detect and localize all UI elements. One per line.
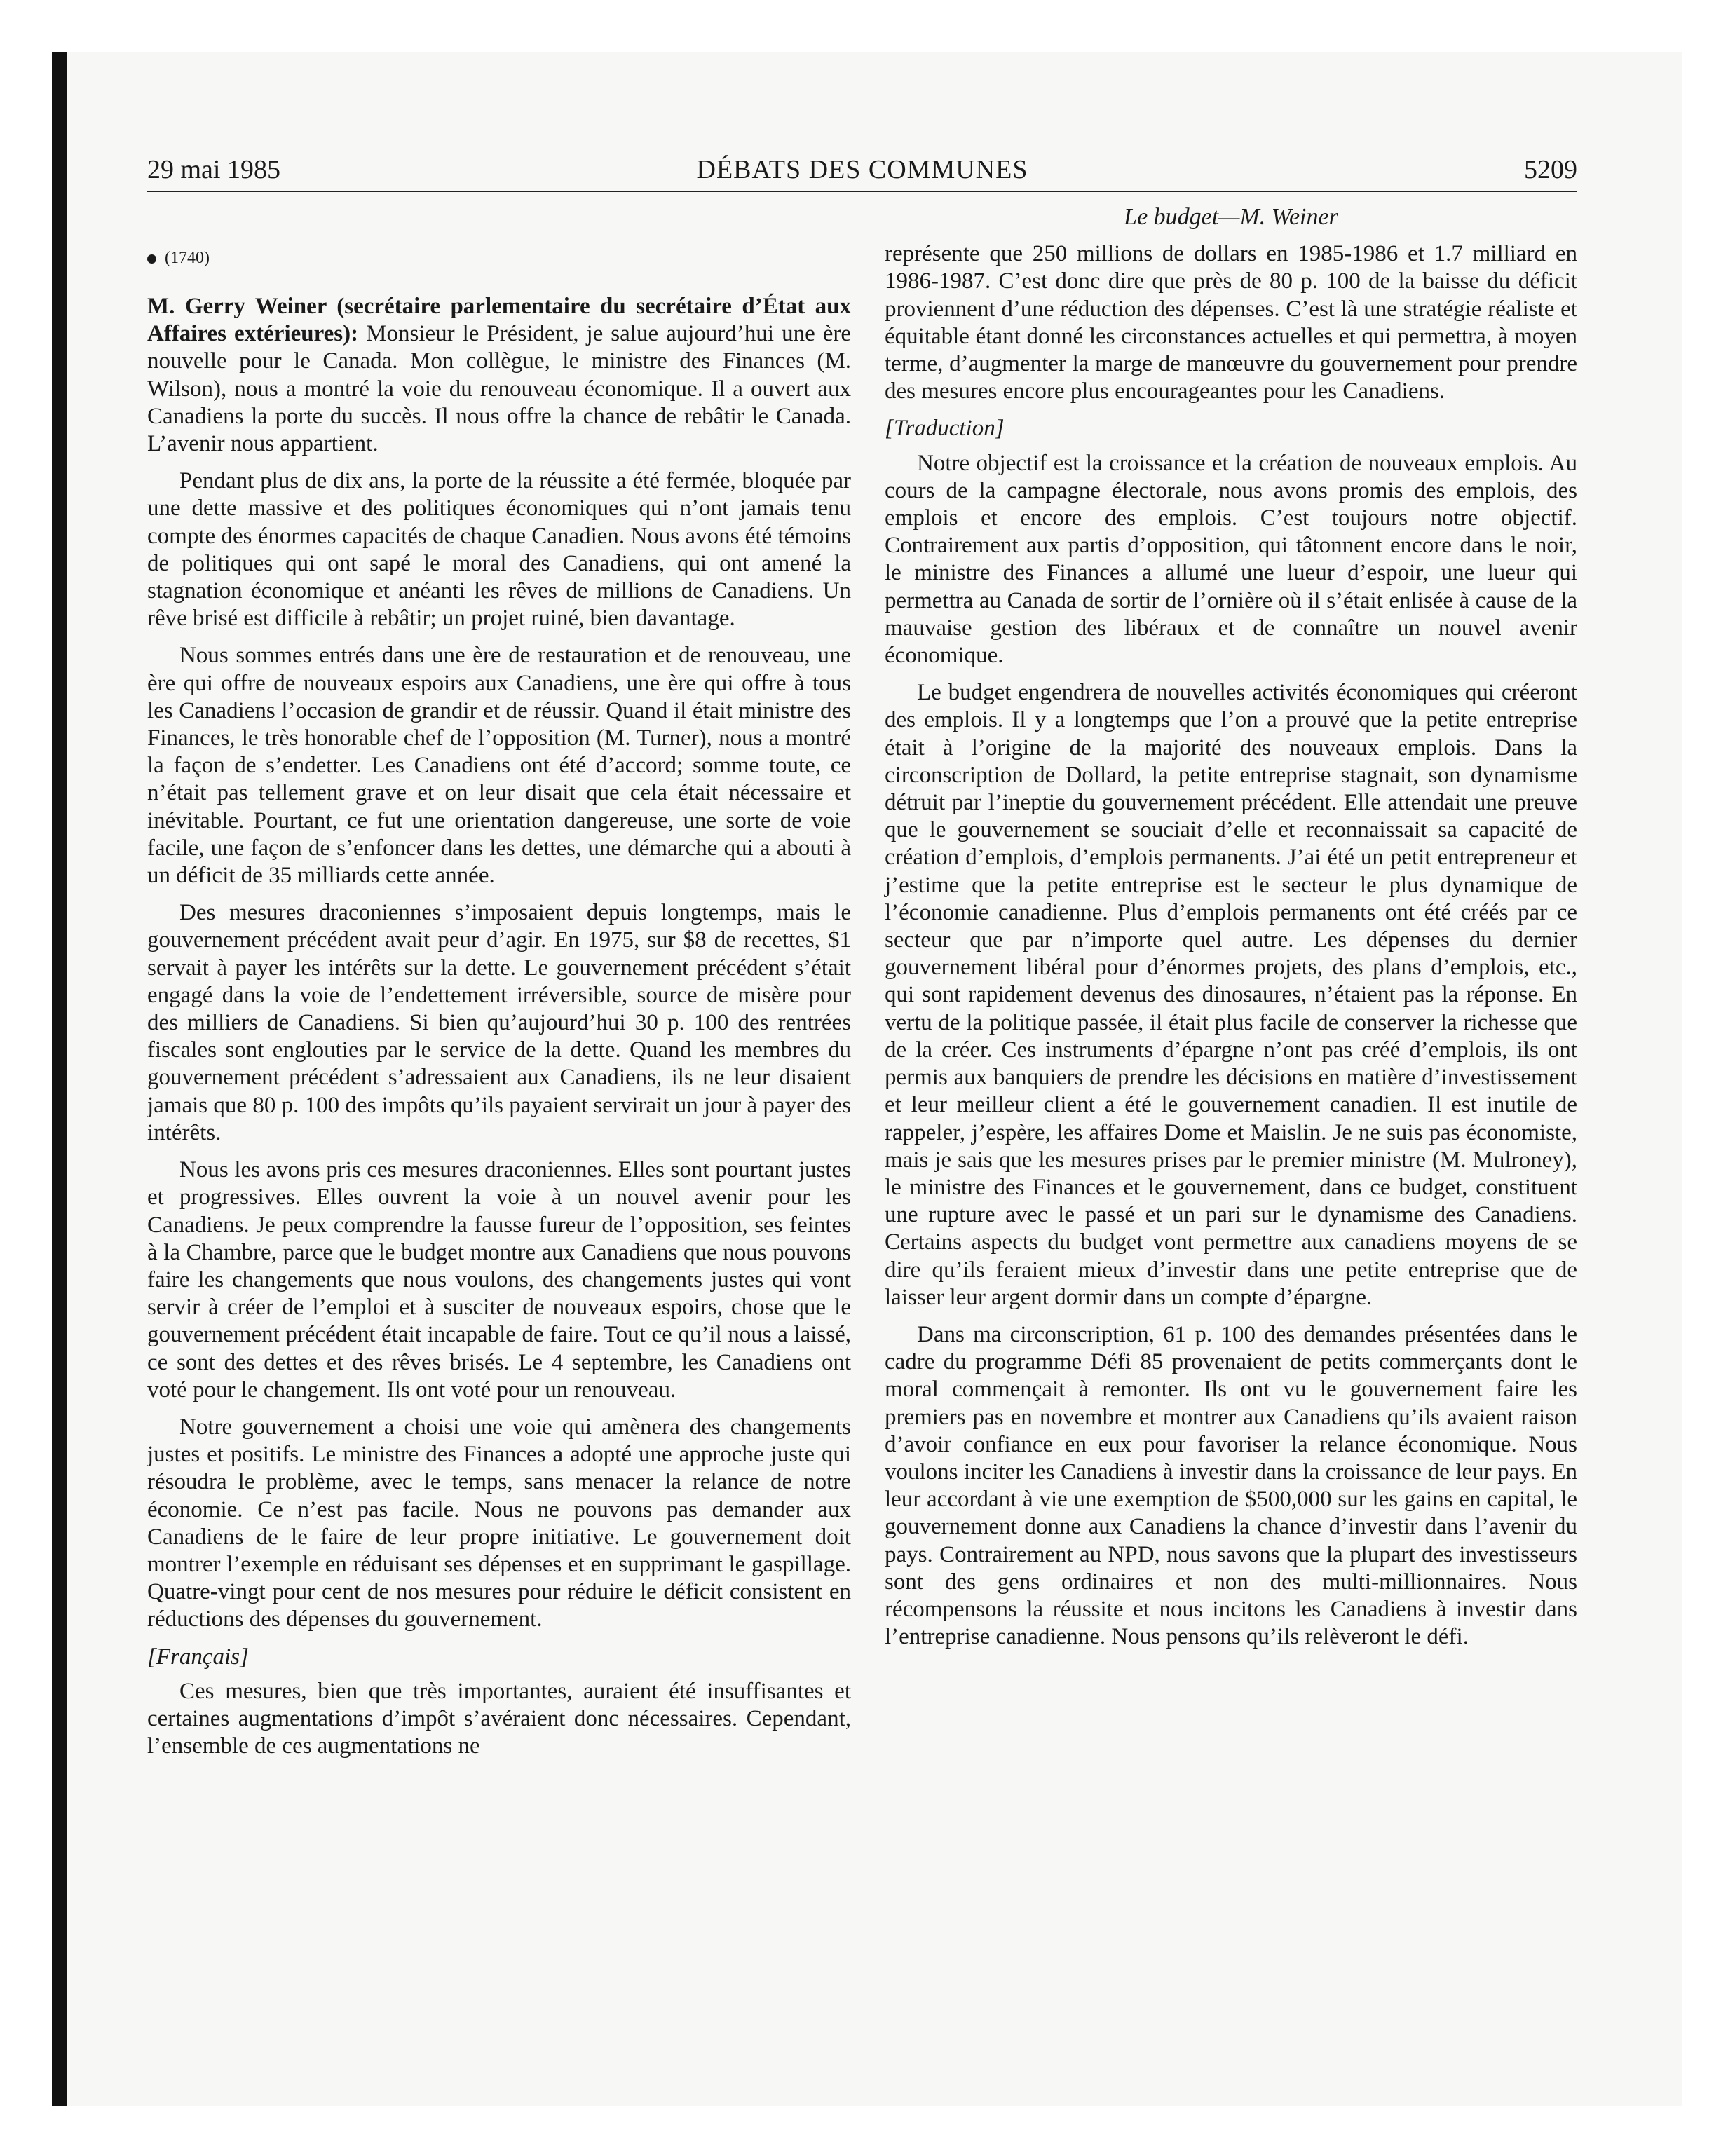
paragraph: Notre gouvernement a choisi une voie qui amènera des changements justes et positifs. Le ministre des Finances a adopté une approche juste qui résoudra le problème, avec le temps, sans menacer la relance de notre économie. Ce n’est pas facile. Nous ne pouvons pas demander aux Canadiens de le faire de leur propre initiative. Le gouvernement doit montrer l’exemple en réduisant ses dépenses et en supprimant le gaspillage. Quatre-vingt pour cent de nos mesures pour réduire le déficit consistent en réductions des dépenses du gouvernement.: [147, 1414, 851, 1632]
paragraph: Pendant plus de dix ans, la porte de la réussite a été fermée, bloquée par une dette massive et des politiques économiques qui n’ont jamais tenu compte des énormes capacités de chaque Canadien. Nous avons été témoins de politiques qui ont sapé le moral des Canadiens, qui ont amené la stagnation économique et anéanti les rêves de millions de Canadiens. Un rêve brisé est difficile à rebâtir; un projet ruiné, bien davantage.: [147, 468, 851, 632]
paragraph: Ces mesures, bien que très importantes, auraient été insuffisantes et certaines augmentations d’impôt s’avéraient donc nécessaires. Cependant, l’ensemble de ces augmentations ne: [147, 1678, 851, 1759]
running-head: Le budget—M. Weiner: [1124, 204, 1338, 230]
paragraph: Nous sommes entrés dans une ère de restauration et de renouveau, une ère qui offre de nouveaux espoirs aux Canadiens, une ère qui offre à tous les Canadiens l’occasion de grandir et de réussir. Quand il était ministre des Finances, le très honorable chef de l’opposition (M. Turner), nous a montré la façon de s’endetter. Les Canadiens ont été d’accord; somme toute, ce n’était pas tellement grave et on leur disait que cela était nécessaire et inévitable. Pourtant, ce fut une orientation dangereuse, une sorte de voie facile, une façon de s’enfoncer dans les dettes, une démarche qui a abouti à un déficit de 35 milliards cette année.: [147, 643, 851, 889]
paragraph: Le budget engendrera de nouvelles activités économiques qui créeront des emplois. Il y a longtemps que l’on a prouvé que la petite entreprise était à l’origine de la majorité des nouveaux emplois. Dans la circonscription de Dollard, la petite entreprise stagnait, son dynamisme détruit par l’ineptie du gouvernement précédent. Elle attendait une preuve que le gouvernement se souciait d’elle et reconnaissait sa capacité de création d’emplois, d’emplois permanents. J’ai été un petit entrepreneur et j’estime que la petite entreprise est le secteur le plus dynamique de l’économie canadienne. Plus d’emplois permanents ont été créés par ce secteur que par n’importe quel autre. Les dépenses du dernier gouvernement libéral pour d’énormes projets, des plans d’emplois, etc., qui sont rapidement devenus des dinosaures, n’étaient pas la réponse. En vertu de la politique passée, il était plus facile de conserver la richesse que de la créer. Ces instruments d’épargne n’ont pas créé d’emplois, ils ont permis aux banquiers de prendre les décisions en matière d’investissement et leur meilleur client a été le gouvernement canadien. Il est inutile de rappeler, j’espère, les affaires Dome et Maislin. Je ne suis pas économiste, mais je sais que les mesures prises par le premier ministre (M. Mulroney), le ministre des Finances et le gouvernement, dans ce budget, constituent une rupture avec le passé et un pari sur le dynamisme des Canadiens. Certains aspects du budget vont permettre aux canadiens moyens de se dire qu’ils feraient mieux d’investir dans une petite entreprise que de laisser leur argent dormir dans un compte d’épargne.: [885, 680, 1577, 1310]
paragraph: Dans ma circonscription, 61 p. 100 des demandes présentées dans le cadre du programme Défi 85 provenaient de petits commerçants dont le moral commençait à remonter. Ils ont vu le gouvernement faire les premiers pas en novembre et montrer aux Canadiens qu’ils avaient raison d’avoir confiance en eux pour favoriser la relance économique. Nous voulons inciter les Canadiens à investir dans la croissance de leur pays. En leur accordant à vie une exemption de $500,000 sur les gains en capital, le gouvernement donne aux Canadiens la chance d’investir dans l’avenir du pays. Contrairement au NPD, nous savons que la plupart des investisseurs sont des gens ordinaires et non des multi-millionnaires. Nous récompensons la réussite et nous incitons les Canadiens à investir dans l’entreprise canadienne. Nous pensons qu’ils relèveront le défi.: [885, 1321, 1577, 1650]
paragraph: représente que 250 millions de dollars en 1985-1986 et 1.7 milliard en 1986-1987. C’est donc dire que près de 80 p. 100 de la baisse du déficit proviennent d’une réduction des dépenses. C’est là une stratégie réaliste et équitable étant donné les circonstances actuelles et qui permettra, à moyen terme, d’augmenter la marge de manœuvre du gouvernement pour prendre des mesures encore plus encourageantes pour les Canadiens.: [885, 241, 1577, 404]
speaker-name: M. Gerry Weiner (secrétaire parlementaire du secrétaire d’État aux Affaires extérieures):: [147, 294, 851, 347]
paragraph-intro: [147, 293, 851, 458]
language-marker: [Traduction]: [885, 416, 1005, 442]
paragraph: Notre objectif est la croissance et la création de nouveaux emplois. Au cours de la campagne électorale, nous avons promis des emplois, des emplois et encore des emplois. C’est toujours notre objectif. Contrairement aux partis d’opposition, qui tâtonnent encore dans le noir, le ministre des Finances a allumé une lueur d’espoir, une lueur qui permettra au Canada de sortir de l’ornière où il s’était enlisée à cause de la mauvaise gestion des libéraux et de connaître un nouvel avenir économique.: [885, 450, 1577, 669]
header-title: DÉBATS DES COMMUNES: [696, 155, 1028, 184]
right-column: [885, 203, 1577, 1660]
header-date: 29 mai 1985: [147, 155, 280, 184]
paragraph: Nous les avons pris ces mesures draconiennes. Elles sont pourtant justes et progressives. Elles ouvrent la voie à un nouvel avenir pour les Canadiens. Je peux comprendre la fausse fureur de l’opposition, ses feintes à la Chambre, parce que le budget montre aux Canadiens que nous pouvons faire les changements que nous voulons, des changements justes qui vont servir à créer de l’emploi et à susciter de nouveaux espoirs, chose que le gouvernement précédent était incapable de faire. Tout ce qu’il nous a laissé, ce sont des dettes et des rêves brisés. Le 4 septembre, les Canadiens ont voté pour le changement. Ils ont voté pour un renouveau.: [147, 1157, 851, 1403]
language-marker: [Français]: [147, 1644, 249, 1670]
left-column: [147, 203, 851, 1770]
paragraph: Des mesures draconiennes s’imposaient depuis longtemps, mais le gouvernement précédent avait peur d’agir. En 1975, sur $8 de recettes, $1 servait à payer les intérêts sur la dette. Le gouvernement précédent s’était engagé dans la voie de l’endettement irréversible, source de misère pour des milliers de Canadiens. Si bien qu’aujourd’hui 30 p. 100 des rentrées fiscales sont englouties par le service de la dette. Quand les membres du gouvernement précédent s’adressaient aux Canadiens, ils ne leur disaient jamais que 80 p. 100 des impôts qu’ils payaient servirait un jour à payer des intérêts.: [147, 900, 851, 1145]
scan-edge: [52, 52, 67, 2106]
page-header: [147, 151, 1577, 192]
paragraph-intro-text: Monsieur le Président, je salue aujourd’hui une ère nouvelle pour le Canada. Mon collègue, le ministre des Finances (M. Wilson), nous a montré la voie du renouveau économique. Il a ouvert aux Canadiens la porte du succès. Il nous offre la chance de rebâtir le Canada. L’avenir nous appartient.: [147, 321, 851, 457]
timestamp-text: (1740): [165, 249, 210, 267]
bullet-icon: [147, 254, 156, 264]
timestamp: [147, 244, 851, 272]
page-number: 5209: [1524, 155, 1577, 184]
